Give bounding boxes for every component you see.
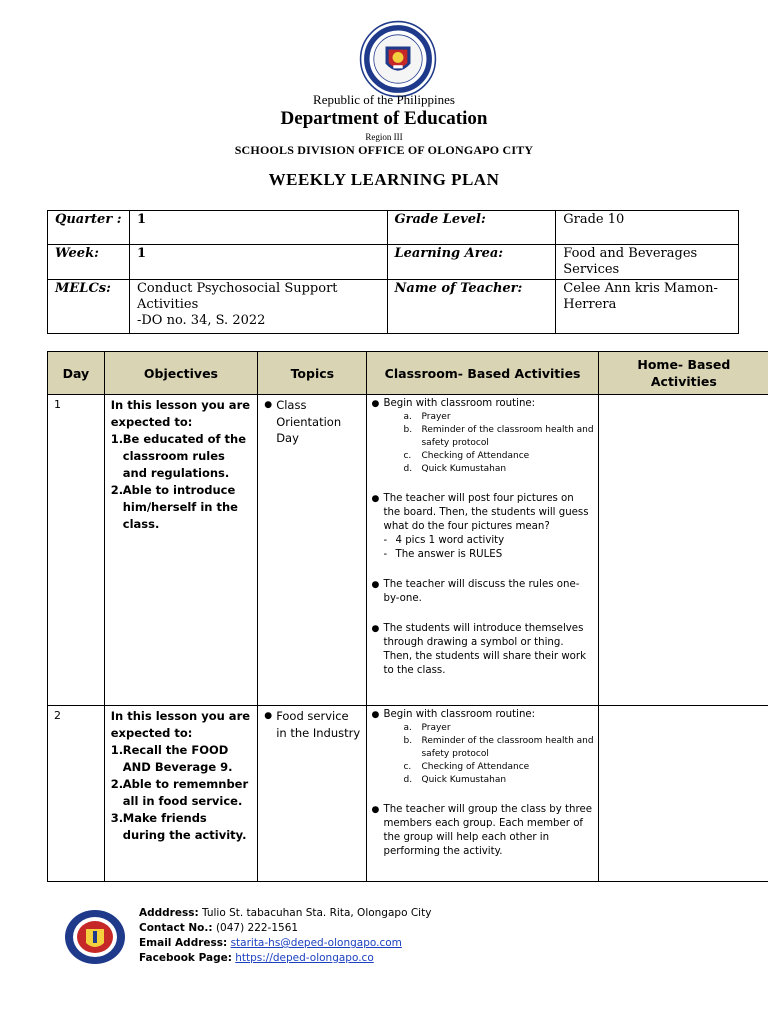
week-label: Week:: [48, 245, 130, 280]
info-row-melcs: [48, 280, 739, 334]
bullet-icon: ●: [371, 494, 380, 504]
bullet-icon: ●: [371, 710, 380, 720]
plan-table: [47, 351, 768, 882]
objectives-intro: In this lesson you are expected to:: [110, 709, 251, 740]
footer-facebook: Facebook Page: https://deped-olongapo.co: [139, 952, 374, 964]
objectives-cell: [104, 706, 257, 882]
bullet-icon: ●: [371, 624, 380, 634]
objective-item: 3. Make friends during the activity.: [110, 811, 247, 842]
objective-item: 1. Recall the FOOD AND Beverage 9.: [110, 743, 233, 774]
footer-email: Email Address: starita-hs@deped-olongapo.com: [139, 937, 402, 949]
header-topics: Topics: [258, 352, 367, 395]
activity-text: The students will introduce themselves through drawing a symbol or thing. Then, the students will share their work to the class.: [383, 623, 586, 676]
activity-sub-item: - The answer is RULES: [383, 549, 503, 560]
division-line: SCHOOLS DIVISION OFFICE OF OLONGAPO CITY: [234, 143, 534, 157]
routine-item: c. Checking of Attendance: [403, 762, 530, 772]
routine-item: d. Quick Kumustahan: [403, 464, 507, 474]
routine-text: Begin with classroom routine:: [383, 709, 536, 720]
teacher-value: Celee Ann kris Mamon-Herrera: [556, 280, 739, 334]
routine-item: b. Reminder of the classroom health and safety protocol: [403, 425, 594, 448]
topic-cell: [258, 395, 367, 706]
quarter-value: 1: [129, 211, 387, 245]
republic-line: Republic of the Philippines: [313, 92, 455, 107]
quarter-label: Quarter :: [48, 211, 130, 245]
document-title: WEEKLY LEARNING PLAN: [268, 170, 500, 189]
header-day: Day: [48, 352, 105, 395]
bullet-icon: ●: [371, 399, 380, 409]
bullet-icon: ●: [264, 711, 273, 721]
topic-text: Food service in the Industry: [276, 709, 361, 740]
region-line: Region III: [365, 132, 403, 142]
grade-label: Grade Level:: [387, 211, 556, 245]
email-link[interactable]: starita-hs@deped-olongapo.com: [230, 937, 402, 949]
activity-sub-item: - 4 pics 1 word activity: [383, 535, 505, 546]
objectives-cell: [104, 395, 257, 706]
classroom-activities-cell: [367, 706, 598, 882]
topic-cell: [258, 706, 367, 882]
bullet-icon: ●: [264, 400, 273, 410]
routine-text: Begin with classroom routine:: [383, 398, 536, 409]
home-activities-cell: [598, 706, 768, 882]
melcs-line-1: Conduct Psychosocial Support Activities: [136, 281, 338, 312]
plan-header-row: [48, 352, 768, 395]
home-activities-cell: [598, 395, 768, 706]
topic-text: Class Orientation Day: [276, 398, 342, 445]
area-value: Food and Beverages Services: [556, 245, 739, 280]
objective-item: 2. Able to rememnber all in food service.: [110, 777, 249, 808]
activity-text: The teacher will group the class by three members each group. Each member of the group will help each other in performing the activity.: [383, 804, 592, 857]
footer-contact-no: Contact No.: (047) 222-1561: [139, 922, 299, 934]
objective-item: 1. Be educated of the classroom rules and regulations.: [110, 432, 247, 480]
teacher-label: Name of Teacher:: [387, 280, 556, 334]
day-cell: 1: [48, 395, 105, 706]
header-home-activities: Home- Based Activities: [598, 352, 768, 395]
objective-item: 2. Able to introduce him/herself in the class.: [110, 483, 238, 531]
deped-seal-icon: [359, 20, 437, 98]
info-row-quarter: [48, 211, 739, 245]
header-objectives: Objectives: [104, 352, 257, 395]
area-label: Learning Area:: [387, 245, 556, 280]
department-title: Department of Education: [280, 108, 488, 129]
activity-text: The teacher will discuss the rules one-by-one.: [383, 579, 580, 604]
header-classroom-activities: Classroom- Based Activities: [367, 352, 598, 395]
bullet-icon: ●: [371, 580, 380, 590]
classroom-activities-cell: [367, 395, 598, 706]
footer-address: Adddress: Tulio St. tabacuhan Sta. Rita, Olongapo City: [139, 907, 432, 919]
info-row-week: [48, 245, 739, 280]
routine-item: b. Reminder of the classroom health and safety protocol: [403, 736, 594, 759]
info-table: [47, 210, 739, 334]
footer-contact: [139, 906, 431, 966]
activity-text: The teacher will post four pictures on the board. Then, the students will guess what do the four pictures mean?: [383, 493, 589, 532]
routine-item: a. Prayer: [403, 412, 451, 422]
table-row: [48, 706, 768, 882]
routine-item: d. Quick Kumustahan: [403, 775, 507, 785]
day-cell: 2: [48, 706, 105, 882]
facebook-link[interactable]: https://deped-olongapo.co: [235, 952, 374, 964]
school-logo-icon: [64, 909, 126, 965]
table-row: [48, 395, 768, 706]
melcs-label: MELCs:: [48, 280, 130, 334]
week-value: 1: [129, 245, 387, 280]
melcs-line-2: -DO no. 34, S. 2022: [136, 313, 266, 328]
bullet-icon: ●: [371, 805, 380, 815]
grade-value: Grade 10: [556, 211, 739, 245]
melcs-value: [129, 280, 387, 334]
routine-item: a. Prayer: [403, 723, 451, 733]
routine-item: c. Checking of Attendance: [403, 451, 530, 461]
objectives-intro: In this lesson you are expected to:: [110, 398, 251, 429]
